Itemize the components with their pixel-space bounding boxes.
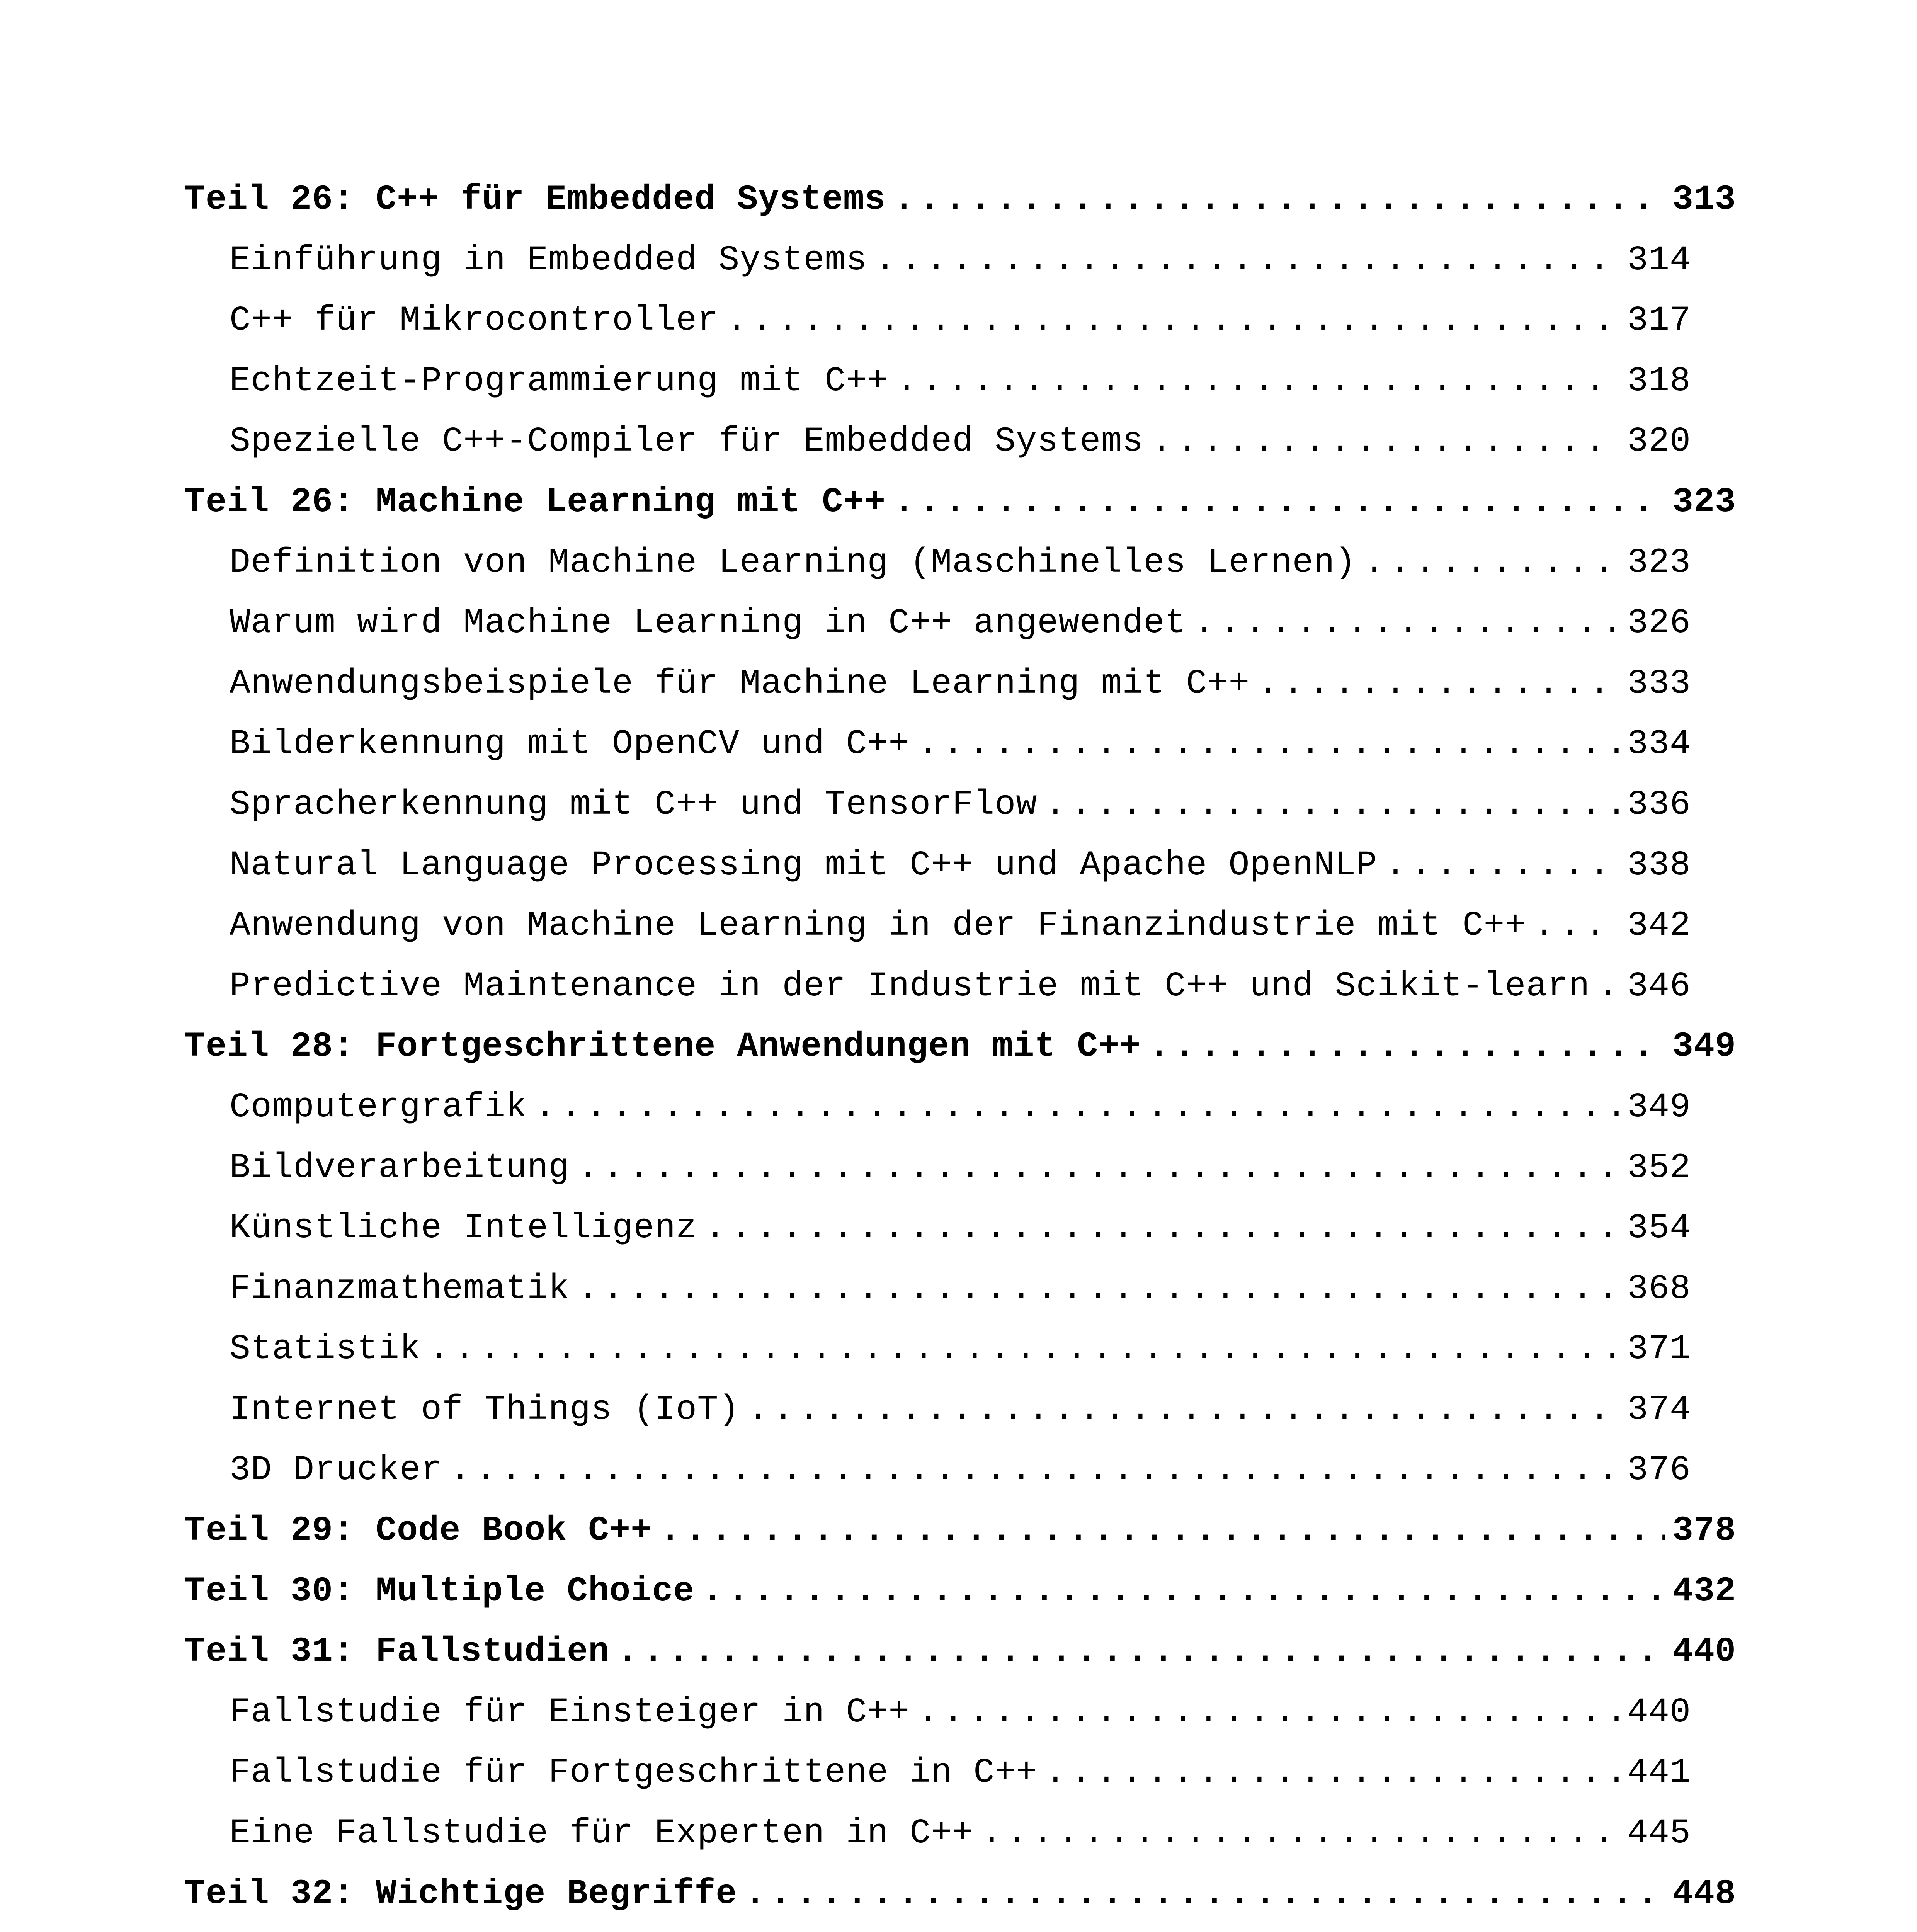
toc-page-number: 445	[1627, 1814, 1691, 1854]
toc-dot-leader	[1385, 835, 1619, 896]
toc-page-number: 320	[1627, 422, 1691, 462]
toc-dot-leader	[429, 1319, 1619, 1380]
toc-part-entry[interactable]	[184, 1501, 1736, 1561]
toc-entry-title: Anwendungsbeispiele für Machine Learning mit C++	[230, 664, 1250, 704]
toc-dot-leader	[1045, 775, 1619, 835]
toc-entry-title: 3D Drucker	[230, 1451, 442, 1490]
toc-section-entry[interactable]	[184, 230, 1736, 291]
toc-page-number: 333	[1627, 664, 1691, 704]
toc-entry-title: Bildverarbeitung	[230, 1148, 570, 1188]
toc-section-entry[interactable]	[184, 835, 1736, 896]
toc-dot-leader	[745, 1864, 1665, 1925]
toc-page-number: 440	[1627, 1692, 1691, 1732]
toc-dot-leader	[893, 170, 1665, 230]
toc-page-number: 313	[1672, 180, 1736, 219]
toc-dot-leader	[535, 1077, 1619, 1138]
toc-section-entry[interactable]	[184, 1319, 1736, 1380]
toc-page-number: 440	[1672, 1632, 1736, 1672]
toc-section-entry[interactable]	[184, 412, 1736, 472]
toc-dot-leader	[747, 1380, 1619, 1440]
toc-entry-title: Fallstudie für Einsteiger in C++	[230, 1692, 910, 1732]
toc-dot-leader	[893, 472, 1665, 533]
toc-page-number: 314	[1627, 240, 1691, 280]
toc-page-number: 323	[1627, 543, 1691, 583]
toc-entry-title: Teil 30: Multiple Choice	[184, 1571, 695, 1611]
toc-section-entry[interactable]	[184, 1743, 1736, 1803]
toc-entry-title: Spracherkennung mit C++ und TensorFlow	[230, 785, 1038, 825]
toc-page-number: 441	[1627, 1753, 1691, 1793]
toc-entry-title: Definition von Machine Learning (Maschinelles Lernen)	[230, 543, 1356, 583]
toc-entry-title: Teil 28: Fortgeschrittene Anwendungen mit C++	[184, 1027, 1141, 1067]
toc-part-entry[interactable]	[184, 170, 1736, 230]
toc-section-entry[interactable]	[184, 775, 1736, 835]
toc-part-entry[interactable]	[184, 1864, 1736, 1925]
toc-entry-title: Fallstudie für Fortgeschrittene in C++	[230, 1753, 1038, 1793]
toc-entry-title: Echtzeit-Programmierung mit C++	[230, 361, 889, 401]
toc-entry-title: Eine Fallstudie für Experten in C++	[230, 1814, 974, 1854]
toc-dot-leader	[617, 1622, 1665, 1682]
toc-dot-leader	[1194, 593, 1619, 654]
toc-page-number: 349	[1672, 1027, 1736, 1067]
toc-section-entry[interactable]	[184, 533, 1736, 594]
toc-section-entry[interactable]	[184, 593, 1736, 654]
toc-dot-leader	[981, 1803, 1619, 1864]
toc-part-entry[interactable]	[184, 1017, 1736, 1077]
toc-entry-title: Computergrafik	[230, 1087, 527, 1127]
toc-dot-leader	[702, 1561, 1665, 1622]
toc-section-entry[interactable]	[184, 1380, 1736, 1440]
toc-entry-title: Künstliche Intelligenz	[230, 1209, 697, 1248]
toc-entry-title: Warum wird Machine Learning in C++ angewendet	[230, 604, 1186, 643]
toc-page-number: 432	[1672, 1571, 1736, 1611]
toc-entry-title: Teil 26: C++ für Embedded Systems	[184, 180, 886, 219]
toc-dot-leader	[917, 714, 1619, 775]
toc-page-number: 349	[1627, 1087, 1691, 1127]
toc-dot-leader	[577, 1138, 1619, 1199]
toc-entry-title: Einführung in Embedded Systems	[230, 240, 867, 280]
toc-section-entry[interactable]	[184, 1440, 1736, 1501]
toc-dot-leader	[896, 351, 1619, 412]
toc-dot-leader	[577, 1259, 1619, 1320]
toc-page-number: 338	[1627, 845, 1691, 885]
toc-section-entry[interactable]	[184, 1682, 1736, 1743]
toc-page-number: 346	[1627, 966, 1691, 1006]
toc-section-entry[interactable]	[184, 1259, 1736, 1320]
toc-dot-leader	[660, 1501, 1665, 1561]
toc-dot-leader	[917, 1682, 1619, 1743]
toc-page-number: 334	[1627, 724, 1691, 764]
toc-section-entry[interactable]	[184, 1138, 1736, 1199]
toc-page-number: 326	[1627, 604, 1691, 643]
toc-entry-title: Teil 26: Machine Learning mit C++	[184, 482, 886, 522]
toc-entry-title: Natural Language Processing mit C++ und Apache OpenNLP	[230, 845, 1378, 885]
toc-dot-leader	[1257, 654, 1619, 714]
toc-dot-leader	[705, 1198, 1619, 1259]
toc-page-number: 374	[1627, 1390, 1691, 1430]
toc-section-entry[interactable]	[184, 896, 1736, 956]
toc-section-entry[interactable]	[184, 714, 1736, 775]
toc-part-entry[interactable]	[184, 472, 1736, 533]
toc-section-entry[interactable]	[184, 1077, 1736, 1138]
toc-entry-title: Teil 32: Wichtige Begriffe	[184, 1874, 737, 1914]
toc-page-number: 354	[1627, 1209, 1691, 1248]
toc-dot-leader	[1148, 1017, 1665, 1077]
toc-entry-title: Teil 31: Fallstudien	[184, 1632, 610, 1672]
toc-page-number: 448	[1672, 1874, 1736, 1914]
toc-section-entry[interactable]	[184, 1198, 1736, 1259]
toc-page-number: 342	[1627, 906, 1691, 946]
toc-page-number: 376	[1627, 1451, 1691, 1490]
toc-entry-title: Teil 29: Code Book C++	[184, 1511, 652, 1551]
toc-entry-title: Internet of Things (IoT)	[230, 1390, 740, 1430]
toc-entry-title: Statistik	[230, 1330, 421, 1369]
toc-dot-leader	[1151, 412, 1619, 472]
toc-page-number: 323	[1672, 482, 1736, 522]
toc-page-number: 318	[1627, 361, 1691, 401]
toc-dot-leader	[1045, 1743, 1619, 1803]
toc-page-number: 368	[1627, 1269, 1691, 1309]
toc-entry-title: Anwendung von Machine Learning in der Finanzindustrie mit C++	[230, 906, 1526, 946]
toc-page-number: 336	[1627, 785, 1691, 825]
toc-page-number: 352	[1627, 1148, 1691, 1188]
toc-section-entry[interactable]	[184, 351, 1736, 412]
table-of-contents	[184, 170, 1736, 1924]
toc-entry-title: C++ für Mikrocontroller	[230, 301, 719, 341]
toc-page-number: 378	[1672, 1511, 1736, 1551]
toc-entry-title: Finanzmathematik	[230, 1269, 570, 1309]
toc-section-entry[interactable]	[184, 956, 1736, 1017]
toc-dot-leader	[1598, 956, 1619, 1017]
toc-dot-leader	[726, 291, 1619, 351]
toc-page-number: 317	[1627, 301, 1691, 341]
toc-entry-title: Spezielle C++-Compiler für Embedded Systems	[230, 422, 1144, 462]
toc-section-entry[interactable]	[184, 291, 1736, 351]
toc-section-entry[interactable]	[184, 1803, 1736, 1864]
toc-page-number: 371	[1627, 1330, 1691, 1369]
toc-part-entry[interactable]	[184, 1561, 1736, 1622]
toc-dot-leader	[1364, 533, 1619, 594]
toc-entry-title: Predictive Maintenance in der Industrie mit C++ und Scikit-learn	[230, 966, 1590, 1006]
toc-dot-leader	[450, 1440, 1619, 1501]
toc-entry-title: Bilderkennung mit OpenCV und C++	[230, 724, 910, 764]
toc-dot-leader	[875, 230, 1619, 291]
toc-part-entry[interactable]	[184, 1622, 1736, 1682]
toc-section-entry[interactable]	[184, 654, 1736, 714]
toc-dot-leader	[1534, 896, 1619, 956]
